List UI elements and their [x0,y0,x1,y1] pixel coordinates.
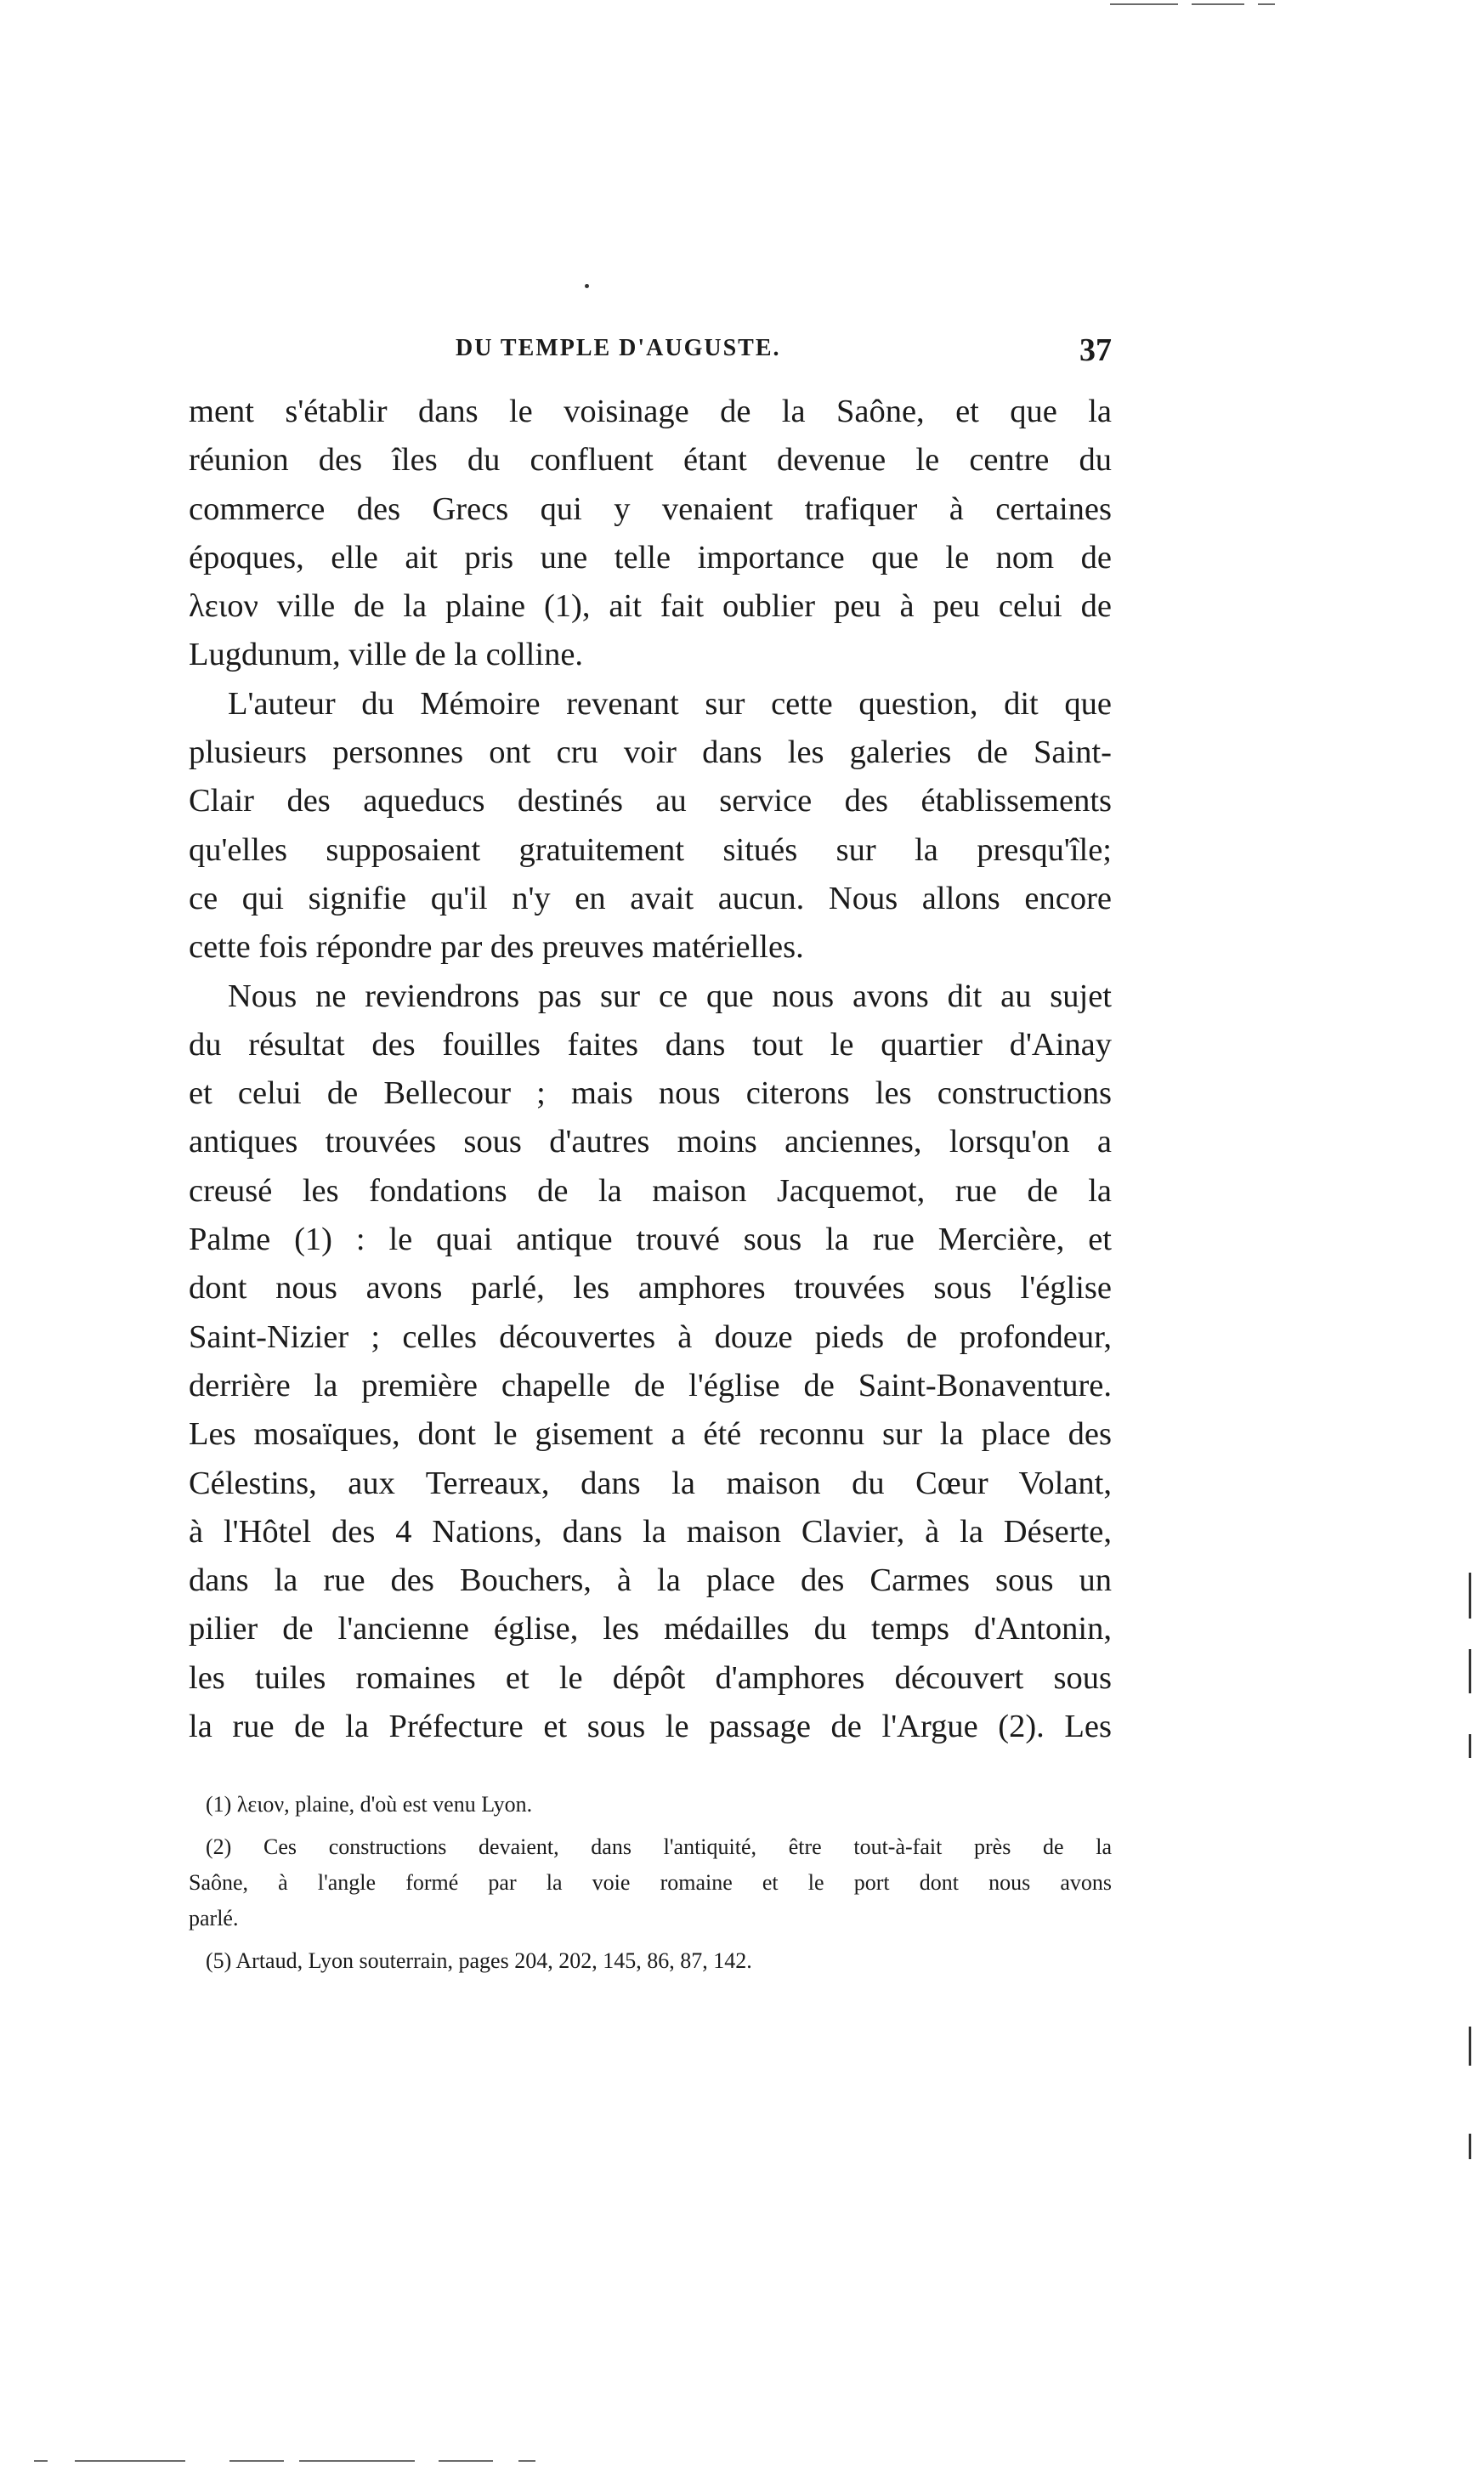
scan-edge-mark [299,2460,415,2462]
text-line: L'auteur du Mémoire revenant sur cette question, dit que [228,685,1112,722]
text-line: dont nous avons parlé, les amphores trouvées sous l'église [189,1270,1112,1307]
scan-margin-mark [1469,2027,1471,2066]
footnote-line: Saône, à l'angle formé par la voie romaine et le port dont nous avons [189,1870,1112,1895]
scan-edge-mark [1192,3,1244,5]
text-line: derrière la première chapelle de l'église de Saint-Bonaventure. [189,1367,1112,1403]
text-line: plusieurs personnes ont cru voir dans les galeries de Saint- [189,734,1112,771]
text-line: réunion des îles du confluent étant devenue le centre du [189,442,1112,479]
scan-edge-mark [1110,3,1178,5]
scan-edge-mark [75,2460,185,2462]
text-line: Lugdunum, ville de la colline. [189,637,584,673]
text-line: Nous ne reviendrons pas sur ce que nous avons dit au sujet [228,978,1112,1014]
text-line: Saint-Nizier ; celles découvertes à douze pieds de profondeur, [189,1318,1112,1355]
body-text [189,388,1112,1751]
text-line: cette fois répondre par des preuves matérielles. [189,929,804,966]
ink-speck [585,284,589,288]
scan-margin-mark [1469,1734,1471,1758]
text-line: Les mosaïques, dont le gisement a été reconnu sur la place des [189,1416,1112,1453]
text-line: du résultat des fouilles faites dans tout le quartier d'Ainay [189,1026,1112,1063]
text-line: Clair des aqueducs destinés au service des établissements [189,783,1112,819]
text-line: ment s'établir dans le voisinage de la Saône, et que la [189,394,1112,429]
scan-margin-mark [1469,1649,1471,1693]
text-line: époques, elle ait pris une telle importance que le nom de [189,539,1112,575]
scan-edge-mark [1258,3,1275,5]
scan-edge-mark [518,2460,535,2462]
text-line: λειον ville de la plaine (1), ait fait oublier peu à peu celui de [189,588,1112,625]
page-number: 37 [1079,332,1112,368]
footnote-line: (2) Ces constructions devaient, dans l'antiquité, être tout-à-fait près de la [206,1834,1112,1859]
text-line: les tuiles romaines et le dépôt d'amphores découvert sous [189,1659,1112,1696]
footnotes [189,1787,1112,1979]
text-line: Célestins, aux Terreaux, dans la maison du Cœur Volant, [189,1465,1112,1501]
footnote-line: (1) λειον, plaine, d'où est venu Lyon. [206,1792,533,1817]
running-title: DU TEMPLE D'AUGUSTE. [456,335,781,361]
text-line: et celui de Bellecour ; mais nous citerons les constructions [189,1075,1112,1112]
text-line: antiques trouvées sous d'autres moins anciennes, lorsqu'on a [189,1124,1112,1160]
text-line: qu'elles supposaient gratuitement situés sur la presqu'île; [189,831,1112,868]
footnote-line: parlé. [189,1906,239,1931]
page-header [189,332,1112,379]
text-line: commerce des Grecs qui y venaient trafiquer à certaines [189,490,1112,527]
text-line: dans la rue des Bouchers, à la place des Carmes sous un [189,1562,1112,1599]
scan-edge-mark [34,2460,48,2462]
footnote-line: (5) Artaud, Lyon souterrain, pages 204, 202, 145, 86, 87, 142. [206,1948,752,1973]
text-line: la rue de la Préfecture et sous le passage de l'Argue (2). Les [189,1709,1112,1745]
scan-margin-mark [1469,2134,1471,2159]
text-line: à l'Hôtel des 4 Nations, dans la maison Clavier, à la Déserte, [189,1513,1112,1550]
scan-margin-mark [1469,1573,1471,1619]
text-line: creusé les fondations de la maison Jacquemot, rue de la [189,1172,1112,1209]
text-line: ce qui signifie qu'il n'y en avait aucun. Nous allons encore [189,880,1112,916]
scan-edge-mark [439,2460,493,2462]
text-line: pilier de l'ancienne église, les médailles du temps d'Antonin, [189,1611,1112,1647]
text-line: Palme (1) : le quai antique trouvé sous la rue Mercière, et [189,1222,1112,1258]
scan-edge-mark [229,2460,284,2462]
